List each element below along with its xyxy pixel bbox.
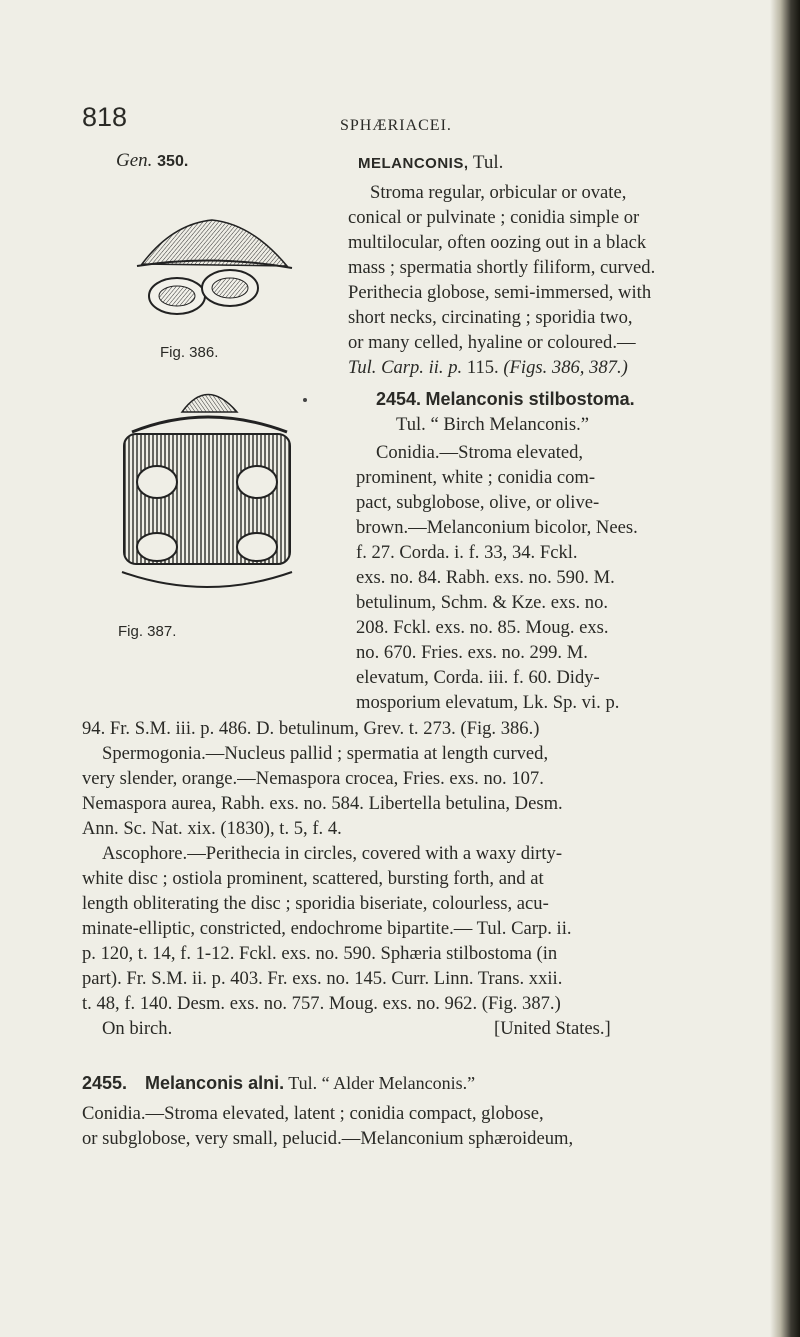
species-heading-2454	[376, 387, 635, 412]
body-line: Nemaspora aurea, Rabh. exs. no. 584. Libertella betulina, Desm.	[82, 793, 563, 814]
genus-description-line: conical or pulvinate ; conidia simple or	[348, 207, 640, 228]
genus-number	[116, 150, 188, 172]
species-name: Melanconis stilbostoma.	[425, 389, 635, 409]
conidia-line: Conidia.—Stroma elevated,	[376, 442, 584, 463]
body-line: very slender, orange.—Nemaspora crocea, Fries. exs. no. 107.	[82, 768, 544, 789]
conidia-line: mosporium elevatum, Lk. Sp. vi. p.	[356, 692, 620, 713]
conidia-line: pact, subglobose, olive, or olive-	[356, 492, 600, 513]
body-line: t. 48, f. 140. Desm. exs. no. 757. Moug. exs. no. 962. (Fig. 387.)	[82, 993, 561, 1014]
conidia-line: brown.—Melanconium bicolor, Nees.	[356, 517, 638, 538]
distribution: [United States.]	[494, 1018, 611, 1039]
species-name: Melanconis alni.	[145, 1073, 285, 1093]
genus-description-line: Perithecia globose, semi-immersed, with	[348, 282, 652, 303]
genus-description-line: short necks, circinating ; sporidia two,	[348, 307, 633, 328]
conidia-line: f. 27. Corda. i. f. 33, 34. Fckl.	[356, 542, 578, 563]
genus-description-line: or many celled, hyaline or coloured.—	[348, 332, 636, 353]
body-line: p. 120, t. 14, f. 1-12. Fckl. exs. no. 590. Sphæria stilbostoma (in	[82, 943, 558, 964]
body-line: Spermogonia.—Nucleus pallid ; spermatia at length curved,	[102, 743, 549, 764]
body-line: white disc ; ostiola prominent, scattered, bursting forth, and at	[82, 868, 544, 889]
gen-label: Gen.	[116, 150, 153, 171]
body-line: or subglobose, very small, pelucid.—Melanconium sphæroideum,	[82, 1128, 574, 1149]
conidia-line: elevatum, Corda. iii. f. 60. Didy-	[356, 667, 600, 688]
species-number: 2454.	[376, 389, 422, 409]
genus-description-line: Stroma regular, orbicular or ovate,	[370, 182, 627, 203]
figure-386-caption: Fig. 386.	[160, 344, 219, 361]
conidia-line: betulinum, Schm. & Kze. exs. no.	[356, 592, 609, 613]
page-edge-shadow	[770, 0, 800, 1337]
body-line: length obliterating the disc ; sporidia biseriate, colourless, acu-	[82, 893, 549, 914]
conidia-line: no. 670. Fries. exs. no. 299. M.	[356, 642, 588, 663]
conidia-line: prominent, white ; conidia com-	[356, 467, 596, 488]
body-line: 94. Fr. S.M. iii. p. 486. D. betulinum, Grev. t. 273. (Fig. 386.)	[82, 718, 540, 739]
gen-number: 350.	[157, 153, 189, 170]
figure-387-caption: Fig. 387.	[118, 623, 177, 640]
genus-ref-figs: (Figs. 386, 387.)	[503, 357, 628, 378]
genus-name: MELANCONIS,	[358, 155, 469, 172]
page-number: 818	[82, 102, 128, 132]
figure-387-illustration	[112, 372, 302, 612]
species-author: Tul. “ Birch Melanconis.”	[396, 414, 589, 435]
genus-description-line: mass ; spermatia shortly filiform, curved.	[348, 257, 656, 278]
species-heading-2455	[82, 1071, 475, 1096]
body-line: Ann. Sc. Nat. xix. (1830), t. 5, f. 4.	[82, 818, 342, 839]
body-line: part). Fr. S.M. ii. p. 403. Fr. exs. no. 145. Curr. Linn. Trans. xxii.	[82, 968, 563, 989]
bullet-mark	[303, 398, 307, 402]
genus-title	[358, 152, 503, 174]
body-line: Conidia.—Stroma elevated, latent ; conidia compact, globose,	[82, 1103, 544, 1124]
conidia-line: 208. Fckl. exs. no. 85. Moug. exs.	[356, 617, 609, 638]
species-author: Tul. “ Alder Melanconis.”	[288, 1073, 476, 1093]
genus-reference	[348, 355, 628, 380]
figure-386-illustration	[112, 204, 312, 324]
body-line: Ascophore.—Perithecia in circles, covered with a waxy dirty-	[102, 843, 563, 864]
genus-ref-text: Tul. Carp. ii. p.	[348, 357, 463, 378]
conidia-line: exs. no. 84. Rabh. exs. no. 590. M.	[356, 567, 615, 588]
genus-author: Tul.	[472, 152, 504, 173]
species-number: 2455.	[82, 1073, 128, 1093]
genus-ref-page: 115.	[466, 357, 499, 378]
body-line: minate-elliptic, constricted, endochrome bipartite.— Tul. Carp. ii.	[82, 918, 572, 939]
habitat: On birch.	[102, 1018, 173, 1039]
genus-description-line: multilocular, often oozing out in a black	[348, 232, 647, 253]
running-head: SPHÆRIACEI.	[340, 117, 452, 134]
